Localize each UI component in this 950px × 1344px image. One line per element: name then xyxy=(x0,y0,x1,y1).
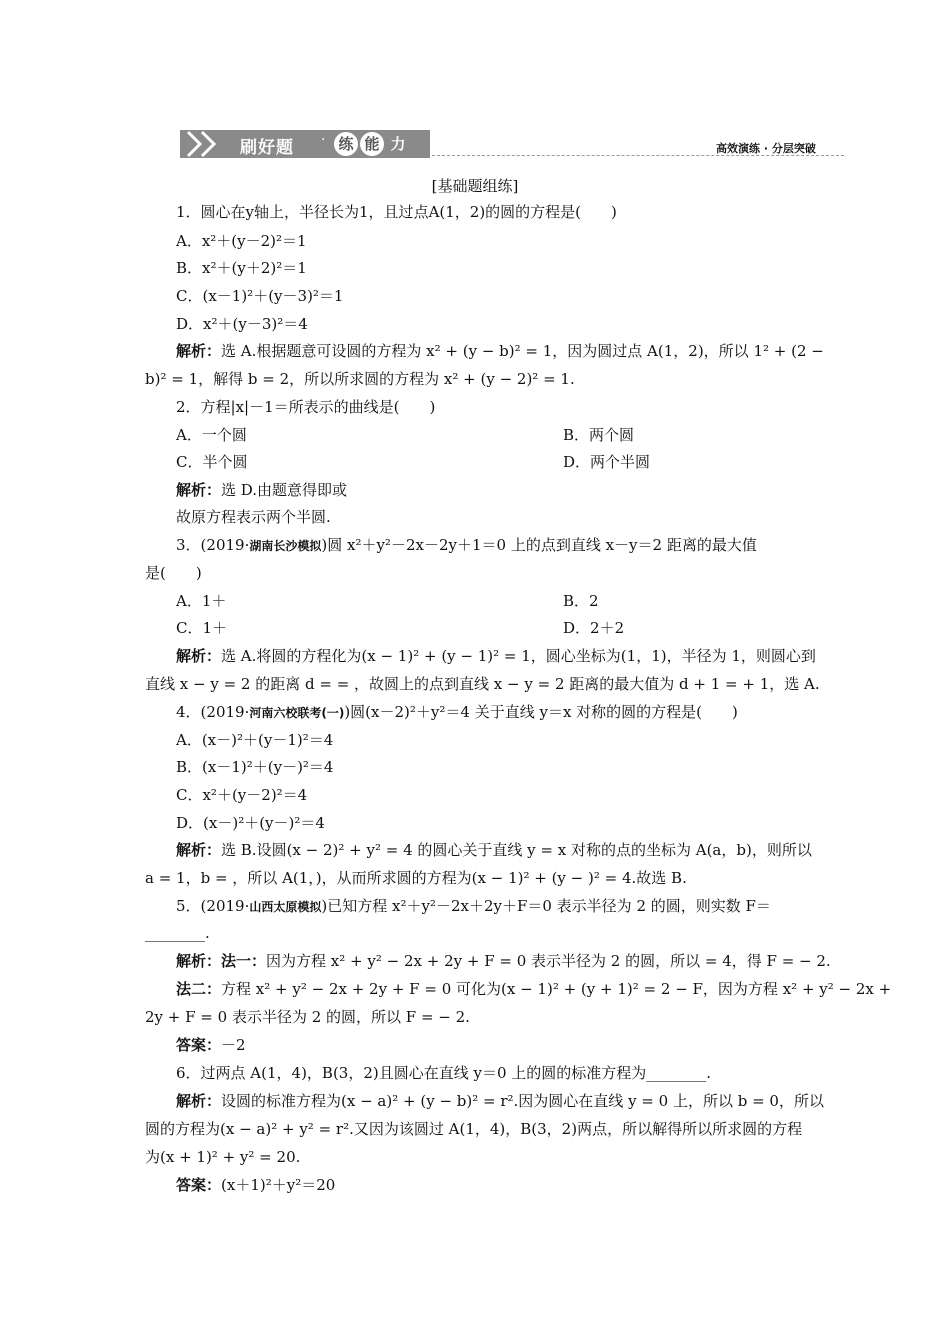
q2-option-c: C．半个圆 xyxy=(176,453,248,471)
question-5 xyxy=(176,896,771,917)
banner-dot: · xyxy=(321,132,326,148)
q5-prefix: 5．(2019· xyxy=(176,897,250,915)
question-3 xyxy=(176,535,757,556)
solution-label: 解析： xyxy=(176,342,222,360)
q5-solution xyxy=(176,951,831,971)
question-4 xyxy=(176,702,738,723)
double-chevron-icon xyxy=(184,130,228,158)
q1-solution-cont: b)² = 1，解得 b = 2，所以所求圆的方程为 x² + (y − 2)² = 1. xyxy=(145,370,575,388)
solution-label: 解析： xyxy=(176,1092,222,1110)
q5-answer-text: －2 xyxy=(221,1036,246,1054)
q1-solution xyxy=(176,341,824,361)
q4-option-b: B．(x－1)²＋(y－)²＝4 xyxy=(176,758,334,776)
q3-solution-text: 选 A.将圆的方程化为(x − 1)² + (y − 1)² = 1，圆心坐标为(1，1)，半径为 1，则圆心到 xyxy=(221,647,816,665)
q3-text: )圆 x²＋y²－2x－2y＋1＝0 上的点到直线 x－y＝2 距离的最大值 xyxy=(321,536,757,554)
q6-solution-text: 设圆的标准方程为(x − a)² + (y − b)² = r².因为圆心在直线 y = 0 上，所以 b = 0，所以 xyxy=(221,1092,824,1110)
q6-solution-cont-1: 圆的方程为(x − a)² + y² = r².又因为该圆过 A(1，4)，B(3，2)两点，所以解得所以所求圆的方程 xyxy=(145,1120,803,1138)
q4-solution xyxy=(176,840,812,860)
method-1-label: 法一： xyxy=(221,952,267,970)
q4-option-c: C．x²＋(y－2)²＝4 xyxy=(176,786,308,804)
q3-option-b: B．2 xyxy=(563,592,599,610)
q2-solution xyxy=(176,480,347,500)
solution-label: 解析： xyxy=(176,647,222,665)
question-3-cont: 是( ) xyxy=(145,564,202,582)
q6-answer-text: (x＋1)²＋y²＝20 xyxy=(221,1176,336,1194)
q1-option-d: D．x²＋(y－3)²＝4 xyxy=(176,315,308,333)
question-6: 6．过两点 A(1，4)，B(3，2)且圆心在直线 y＝0 上的圆的标准方程为________. xyxy=(176,1064,712,1082)
q4-text: )圆(x－2)²＋y²＝4 关于直线 y＝x 对称的圆的方程是( ) xyxy=(344,703,738,721)
banner-char-1: 练 xyxy=(334,132,358,156)
q5-text: )已知方程 x²＋y²－2x＋2y＋F＝0 表示半径为 2 的圆，则实数 F＝ xyxy=(321,897,771,915)
header-banner xyxy=(180,130,430,158)
q5-method-2 xyxy=(176,979,891,999)
q2-option-a: A．一个圆 xyxy=(176,426,247,444)
q3-option-d: D．2＋2 xyxy=(563,619,625,637)
q4-prefix: 4．(2019· xyxy=(176,703,250,721)
q5-source-tag: 山西太原模拟 xyxy=(249,900,322,914)
answer-label: 答案： xyxy=(176,1036,222,1054)
q4-solution-cont: a = 1，b = ，所以 A(1，)，从而所求圆的方程为(x − 1)² + (y − )² = 4.故选 B. xyxy=(145,869,687,887)
q4-option-a: A．(x－)²＋(y－1)²＝4 xyxy=(176,731,334,749)
q4-source-tag: 河南六校联考(一) xyxy=(249,706,345,720)
section-title: [基础题组练] xyxy=(431,177,519,195)
q1-option-c: C．(x－1)²＋(y－3)²＝1 xyxy=(176,287,344,305)
q2-option-b: B．两个圆 xyxy=(563,426,635,444)
q4-solution-text: 选 B.设圆(x − 2)² + y² = 4 的圆心关于直线 y = x 对称的点的坐标为 A(a，b)，则所以 xyxy=(221,841,812,859)
method-2-label: 法二： xyxy=(176,980,222,998)
q3-solution-cont: 直线 x − y = 2 的距离 d = = ，故圆上的点到直线 x − y = 2 距离的最大值为 d + 1 = + 1，选 A. xyxy=(145,675,820,693)
q1-option-a: A．x²＋(y－2)²＝1 xyxy=(176,232,307,250)
q6-solution xyxy=(176,1091,824,1111)
solution-label: 解析： xyxy=(176,952,222,970)
q5-answer xyxy=(176,1035,246,1055)
banner-title: 刷好题 xyxy=(240,138,294,158)
q3-prefix: 3．(2019· xyxy=(176,536,250,554)
q6-solution-cont-2: 为(x + 1)² + y² = 20. xyxy=(145,1148,301,1166)
solution-label: 解析： xyxy=(176,481,222,499)
q3-option-c: C．1＋ xyxy=(176,619,228,637)
solution-label: 解析： xyxy=(176,841,222,859)
q5-method-2-text: 方程 x² + y² − 2x + 2y + F = 0 可化为(x − 1)² + (y + 1)² = 2 − F，因为方程 x² + y² − 2x + xyxy=(221,980,892,998)
q2-solution-text: 选 D.由题意得即或 xyxy=(221,481,348,499)
q4-option-d: D．(x－)²＋(y－)²＝4 xyxy=(176,814,325,832)
q3-source-tag: 湖南长沙模拟 xyxy=(249,539,322,553)
question-1: 1．圆心在y轴上，半径长为1，且过点A(1，2)的圆的方程是( ) xyxy=(176,203,617,221)
q3-option-a: A．1＋ xyxy=(176,592,227,610)
q5-blank: ________. xyxy=(145,924,210,942)
q5-method-1-text: 因为方程 x² + y² − 2x + 2y + F = 0 表示半径为 2 的圆，所以 = 4，得 F = − 2. xyxy=(266,952,831,970)
q6-answer xyxy=(176,1175,335,1195)
q5-method-2-cont: 2y + F = 0 表示半径为 2 的圆，所以 F = − 2. xyxy=(145,1008,470,1026)
q1-solution-text: 选 A.根据题意可设圆的方程为 x² + (y − b)² = 1，因为圆过点 A(1，2)，所以 1² + (2 − xyxy=(221,342,824,360)
banner-char-3: 力 xyxy=(390,135,406,153)
answer-label: 答案： xyxy=(176,1176,222,1194)
q2-option-d: D．两个半圆 xyxy=(563,453,651,471)
question-2: 2．方程|x|－1＝所表示的曲线是( ) xyxy=(176,398,436,416)
banner-char-2: 能 xyxy=(360,132,384,156)
q3-solution xyxy=(176,646,816,666)
q2-solution-cont: 故原方程表示两个半圆. xyxy=(176,508,331,526)
q1-option-b: B．x²＋(y＋2)²＝1 xyxy=(176,259,307,277)
header-right-title: 高效演练 · 分层突破 xyxy=(716,142,816,155)
